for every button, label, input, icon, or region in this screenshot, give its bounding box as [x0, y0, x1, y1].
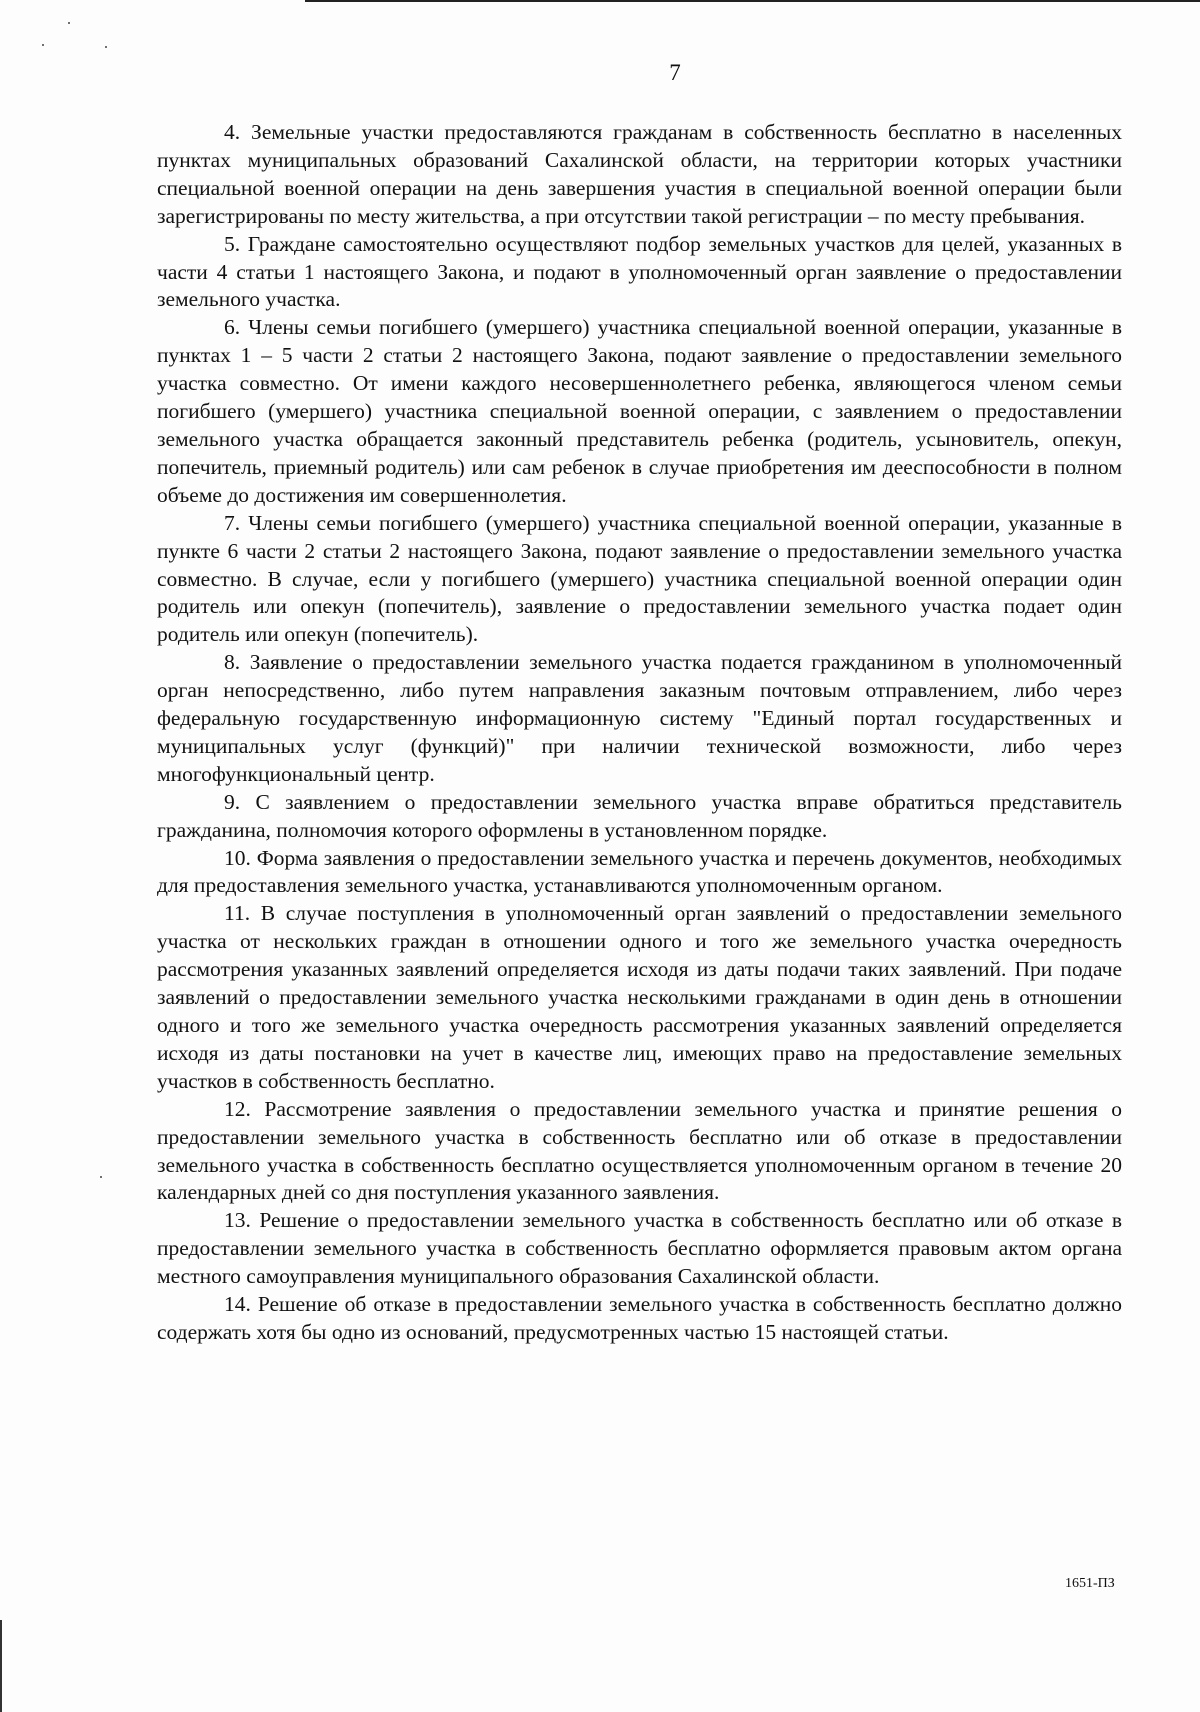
scan-left-edge	[0, 1620, 2, 1712]
paragraph-4: 4. Земельные участки предоставляются гражданам в собственность бесплатно в населенных пунктах муниципальных образований Сахалинской области, на территории которых участники специальной военной операции на день завершения участия в специальной военной операции были зарегистрированы по месту жительства, а при отсутствии такой регистрации – по месту пребывания.	[157, 120, 1122, 228]
scan-speck	[42, 44, 44, 46]
paragraph-5: 5. Граждане самостоятельно осуществляют подбор земельных участков для целей, указанных в части 4 статьи 1 настоящего Закона, и подают в уполномоченный орган заявление о предоставлении земельного участка.	[157, 231, 1122, 312]
document-code: 1651-ПЗ	[1065, 1576, 1115, 1591]
scan-top-border	[305, 0, 1200, 2]
scan-speck	[68, 22, 70, 24]
document-body	[157, 119, 1122, 1347]
paragraph-11: 11. В случае поступления в уполномоченный орган заявлений о предоставлении земельного участка от нескольких граждан в отношении одного и того же земельного участка очередность рассмотрения указанных заявлений определяется исходя из даты подачи таких заявлений. При подаче заявлений о предоставлении земельного участка несколькими гражданами в один день в отношении одного и того же земельного участка очередность рассмотрения указанных заявлений определяется исходя из даты постановки на учет в качестве лиц, имеющих право на предоставление земельных участков в собственность бесплатно.	[157, 901, 1122, 1093]
paragraph-10: 10. Форма заявления о предоставлении земельного участка и перечень документов, необходимых для предоставления земельного участка, устанавливаются уполномоченным органом.	[157, 845, 1122, 898]
page-number: 7	[669, 60, 681, 85]
paragraph-7: 7. Члены семьи погибшего (умершего) участника специальной военной операции, указанные в пункте 6 части 2 статьи 2 настоящего Закона, подают заявление о предоставлении земельного участка совместно. В случае, если у погибшего (умершего) участника специальной военной операции один родитель или опекун (попечитель), заявление о предоставлении земельного участка подает один родитель или опекун (попечитель).	[157, 510, 1122, 647]
paragraph-6: 6. Члены семьи погибшего (умершего) участника специальной военной операции, указанные в пунктах 1 – 5 части 2 статьи 2 настоящего Закона, подают заявление о предоставлении земельного участка совместно. От имени каждого несовершеннолетнего ребенка, являющегося членом семьи погибшего (умершего) участника специальной военной операции, с заявлением о предоставлении земельного участка обращается законный представитель ребенка (родитель, усыновитель, опекун, попечитель, приемный родитель) или сам ребенок в случае приобретения им дееспособности в полном объеме до достижения им совершеннолетия.	[157, 315, 1122, 507]
paragraph-8: 8. Заявление о предоставлении земельного участка подается гражданином в уполномоченный орган непосредственно, либо путем направления заказным почтовым отправлением, либо через федеральную государственную информационную систему "Единый портал государственных и муниципальных услуг (функций)" при наличии технической возможности, либо через многофункциональный центр.	[157, 650, 1122, 786]
scan-speck	[100, 1176, 102, 1178]
paragraph-9: 9. С заявлением о предоставлении земельного участка вправе обратиться представитель гражданина, полномочия которого оформлены в установленном порядке.	[157, 789, 1122, 842]
paragraph-12: 12. Рассмотрение заявления о предоставлении земельного участка и принятие решения о предоставлении земельного участка в собственность бесплатно или об отказе в предоставлении земельного участка в собственность бесплатно осуществляется уполномоченным органом в течение 20 календарных дней со дня поступления указанного заявления.	[157, 1096, 1122, 1205]
scan-speck	[105, 46, 107, 48]
paragraph-14: 14. Решение об отказе в предоставлении земельного участка в собственность бесплатно должно содержать хотя бы одно из оснований, предусмотренных частью 15 настоящей статьи.	[157, 1292, 1122, 1344]
paragraph-13: 13. Решение о предоставлении земельного участка в собственность бесплатно или об отказе в предоставлении земельного участка в собственность бесплатно оформляется правовым актом органа местного самоуправления муниципального образования Сахалинской области.	[157, 1208, 1122, 1289]
